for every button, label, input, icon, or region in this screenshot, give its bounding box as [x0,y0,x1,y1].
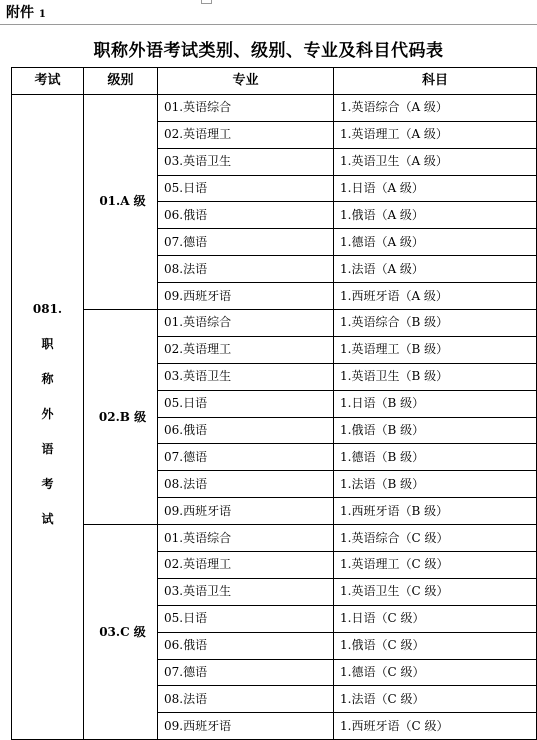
exam-name-char: 考 [41,477,54,492]
subject-cell: 1.英语综合（A 级） [334,94,537,121]
major-cell: 07.德语 [158,659,334,686]
major-cell: 05.日语 [158,390,334,417]
cursor-mark [201,0,212,4]
code-table [11,67,537,740]
major-cell: 09.西班牙语 [158,283,334,310]
subject-cell: 1.英语综合（B 级） [334,310,537,337]
table-header-row [12,68,537,95]
major-cell: 06.俄语 [158,632,334,659]
major-cell: 05.日语 [158,605,334,632]
major-cell: 02.英语理工 [158,121,334,148]
level-cell: 02.B 级 [84,310,158,525]
subject-cell: 1.日语（C 级） [334,605,537,632]
major-cell: 07.德语 [158,229,334,256]
document-title: 职称外语考试类别、级别、专业及科目代码表 [93,41,444,61]
subject-cell: 1.德语（A 级） [334,229,537,256]
header-subject: 科目 [334,68,537,95]
major-cell: 01.英语综合 [158,525,334,552]
subject-cell: 1.西班牙语（B 级） [334,498,537,525]
header-major: 专业 [158,68,334,95]
table-row [12,94,537,121]
major-cell: 02.英语理工 [158,552,334,579]
attachment-text: 附件 [6,5,34,21]
header-exam: 考试 [12,68,84,95]
subject-cell: 1.日语（B 级） [334,390,537,417]
major-cell: 01.英语综合 [158,310,334,337]
major-cell: 05.日语 [158,175,334,202]
major-cell: 06.俄语 [158,202,334,229]
table-row [12,525,537,552]
major-cell: 08.法语 [158,256,334,283]
subject-cell: 1.英语理工（B 级） [334,336,537,363]
major-cell: 07.德语 [158,444,334,471]
subject-cell: 1.德语（B 级） [334,444,537,471]
exam-code: 081. [32,302,63,317]
subject-cell: 1.英语理工（A 级） [334,121,537,148]
subject-cell: 1.西班牙语（C 级） [334,713,537,740]
major-cell: 08.法语 [158,686,334,713]
exam-name-char: 职 [41,337,54,352]
subject-cell: 1.英语卫生（A 级） [334,148,537,175]
major-cell: 08.法语 [158,471,334,498]
subject-cell: 1.英语卫生（C 级） [334,578,537,605]
exam-name-char: 称 [41,372,54,387]
subject-cell: 1.西班牙语（A 级） [334,283,537,310]
level-cell: 03.C 级 [84,525,158,740]
header-level: 级别 [84,68,158,95]
subject-cell: 1.日语（A 级） [334,175,537,202]
exam-cell [12,94,84,739]
major-cell: 09.西班牙语 [158,498,334,525]
attachment-number: 1 [38,9,46,20]
subject-cell: 1.法语（B 级） [334,471,537,498]
exam-name-char: 试 [41,512,54,527]
major-cell: 03.英语卫生 [158,148,334,175]
level-cell: 01.A 级 [84,94,158,309]
subject-cell: 1.英语理工（C 级） [334,552,537,579]
major-cell: 09.西班牙语 [158,713,334,740]
top-divider [0,24,537,25]
table-row [12,310,537,337]
attachment-label [6,2,46,22]
major-cell: 03.英语卫生 [158,578,334,605]
subject-cell: 1.德语（C 级） [334,659,537,686]
subject-cell: 1.俄语（A 级） [334,202,537,229]
subject-cell: 1.英语卫生（B 级） [334,363,537,390]
table-body [12,94,537,739]
exam-name-char: 语 [41,442,54,457]
major-cell: 02.英语理工 [158,336,334,363]
exam-name-char: 外 [41,407,54,422]
major-cell: 01.英语综合 [158,94,334,121]
subject-cell: 1.法语（C 级） [334,686,537,713]
major-cell: 06.俄语 [158,417,334,444]
subject-cell: 1.英语综合（C 级） [334,525,537,552]
subject-cell: 1.俄语（C 级） [334,632,537,659]
subject-cell: 1.法语（A 级） [334,256,537,283]
major-cell: 03.英语卫生 [158,363,334,390]
subject-cell: 1.俄语（B 级） [334,417,537,444]
